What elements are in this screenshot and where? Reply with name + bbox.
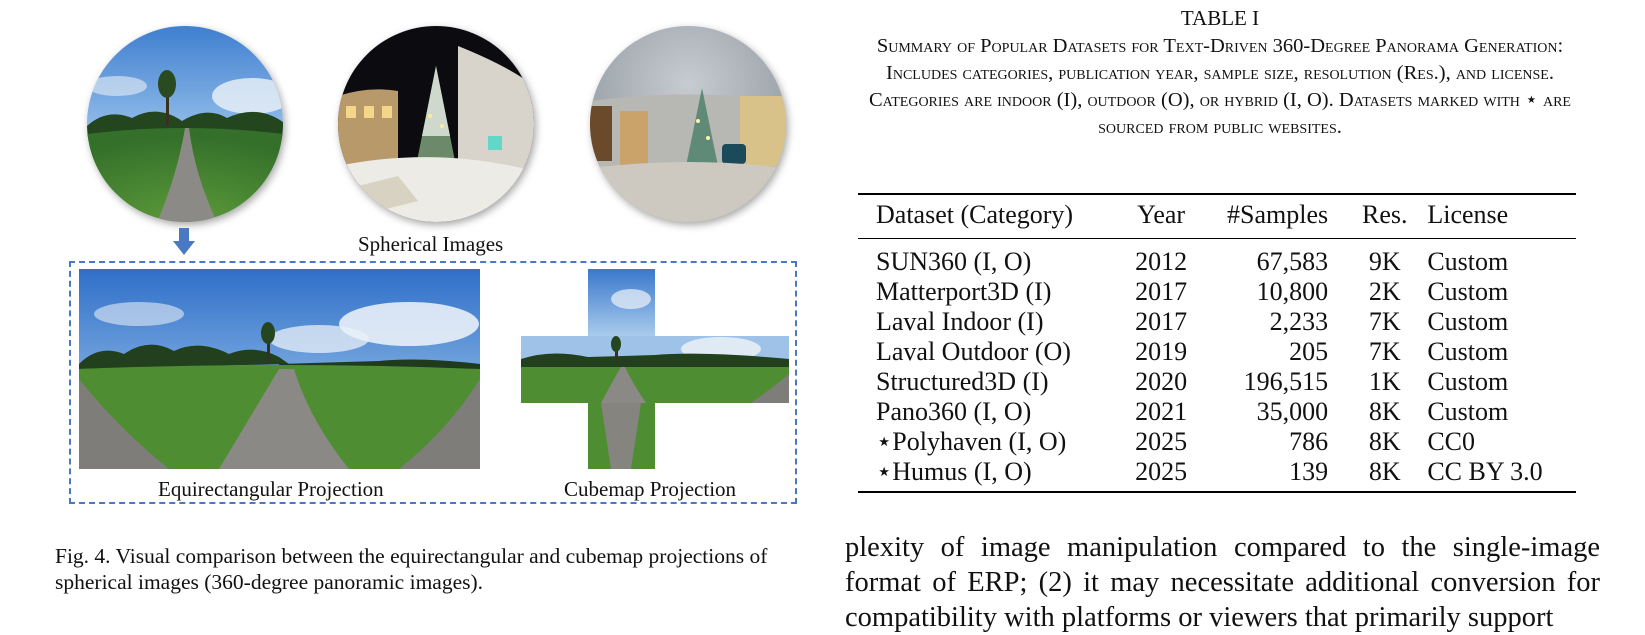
equirectangular-label: Equirectangular Projection: [158, 477, 384, 501]
cell-year: 2020: [1135, 367, 1188, 396]
cell-res: 1K: [1368, 367, 1401, 396]
table-row: [858, 367, 1576, 397]
cell-samples: 67,583: [1256, 247, 1329, 276]
cell-dataset: Laval Indoor (I): [876, 307, 1044, 336]
cell-dataset: Matterport3D (I): [876, 277, 1052, 306]
cell-samples: 205: [1289, 337, 1329, 366]
cell-res: 2K: [1368, 277, 1401, 306]
table-row: [858, 457, 1576, 492]
cubemap-label: Cubemap Projection: [564, 477, 737, 501]
header-samples: #Samples: [1194, 194, 1356, 239]
table-number: TABLE I: [1180, 6, 1260, 30]
body-paragraph: plexity of image manipulation compared to the single-image format of ERP; (2) it may necessitate additional conversion for compatibility with platforms or viewers that primarily support: [845, 532, 1600, 633]
spherical-images-label: Spherical Images: [358, 232, 504, 256]
cell-res: 8K: [1368, 427, 1401, 456]
table-row: [858, 427, 1576, 457]
cell-samples: 10,800: [1256, 277, 1329, 306]
cell-dataset: Structured3D (I): [876, 367, 1049, 396]
header-license: License: [1413, 194, 1576, 239]
table-row: [858, 307, 1576, 337]
cell-samples: 2,233: [1269, 307, 1329, 336]
cell-samples: 786: [1289, 427, 1329, 456]
header-dataset: Dataset (Category): [858, 194, 1128, 239]
sphere-image-indoor-room: [590, 26, 786, 222]
cell-res: 8K: [1368, 397, 1401, 426]
cell-license: Custom: [1427, 337, 1509, 366]
cell-license: Custom: [1427, 277, 1509, 306]
cell-year: 2012: [1135, 247, 1188, 276]
datasets-table: [858, 193, 1576, 493]
cell-dataset: Laval Outdoor (O): [876, 337, 1071, 366]
cubemap-image: [521, 269, 789, 469]
cell-year: 2025: [1135, 427, 1188, 456]
cell-dataset: ⋆Humus (I, O): [858, 457, 1128, 492]
cell-dataset: SUN360 (I, O): [876, 247, 1032, 276]
cell-license: CC BY 3.0: [1413, 457, 1576, 492]
sphere-image-snow-night: [338, 26, 534, 222]
cell-samples: 35,000: [1256, 397, 1329, 426]
cell-samples: 139: [1194, 457, 1356, 492]
cell-year: 2021: [1135, 397, 1188, 426]
cell-res: 8K: [1356, 457, 1413, 492]
cell-year: 2017: [1135, 277, 1188, 306]
cell-res: 7K: [1368, 307, 1401, 336]
cell-dataset: Pano360 (I, O): [876, 397, 1032, 426]
table-title: Summary of Popular Datasets for Text-Driven 360-Degree Panorama Generation: Includes categories, publication year, sample size, resolution (Res.), and license. Categories are indoor (I), outdoor (O), or hybrid (I, O). Datasets marked with ⋆ are sourced from public websites.: [869, 35, 1571, 138]
cell-year: 2017: [1135, 307, 1188, 336]
down-arrow-icon: [173, 228, 195, 255]
figure-caption: Fig. 4. Visual comparison between the equirectangular and cubemap projections of spherical images (360-degree panoramic images).: [55, 544, 768, 594]
cell-res: 9K: [1368, 247, 1401, 276]
cell-res: 7K: [1368, 337, 1401, 366]
table-row: [858, 337, 1576, 367]
sphere-image-outdoor: [87, 26, 283, 222]
table-row: [858, 239, 1576, 278]
cell-license: Custom: [1427, 247, 1509, 276]
table-row: [858, 397, 1576, 427]
equirectangular-image: [79, 269, 480, 469]
header-res: Res.: [1356, 194, 1413, 239]
table-row: [858, 277, 1576, 307]
header-year: Year: [1128, 194, 1193, 239]
cell-license: Custom: [1427, 397, 1509, 426]
cell-year: 2019: [1135, 337, 1188, 366]
cell-samples: 196,515: [1243, 367, 1329, 396]
table-header-row: [858, 194, 1576, 239]
cell-dataset: ⋆Polyhaven (I, O): [876, 427, 1067, 456]
cell-year: 2025: [1128, 457, 1193, 492]
cell-license: Custom: [1427, 307, 1509, 336]
cell-license: Custom: [1427, 367, 1509, 396]
cell-license: CC0: [1427, 427, 1476, 456]
